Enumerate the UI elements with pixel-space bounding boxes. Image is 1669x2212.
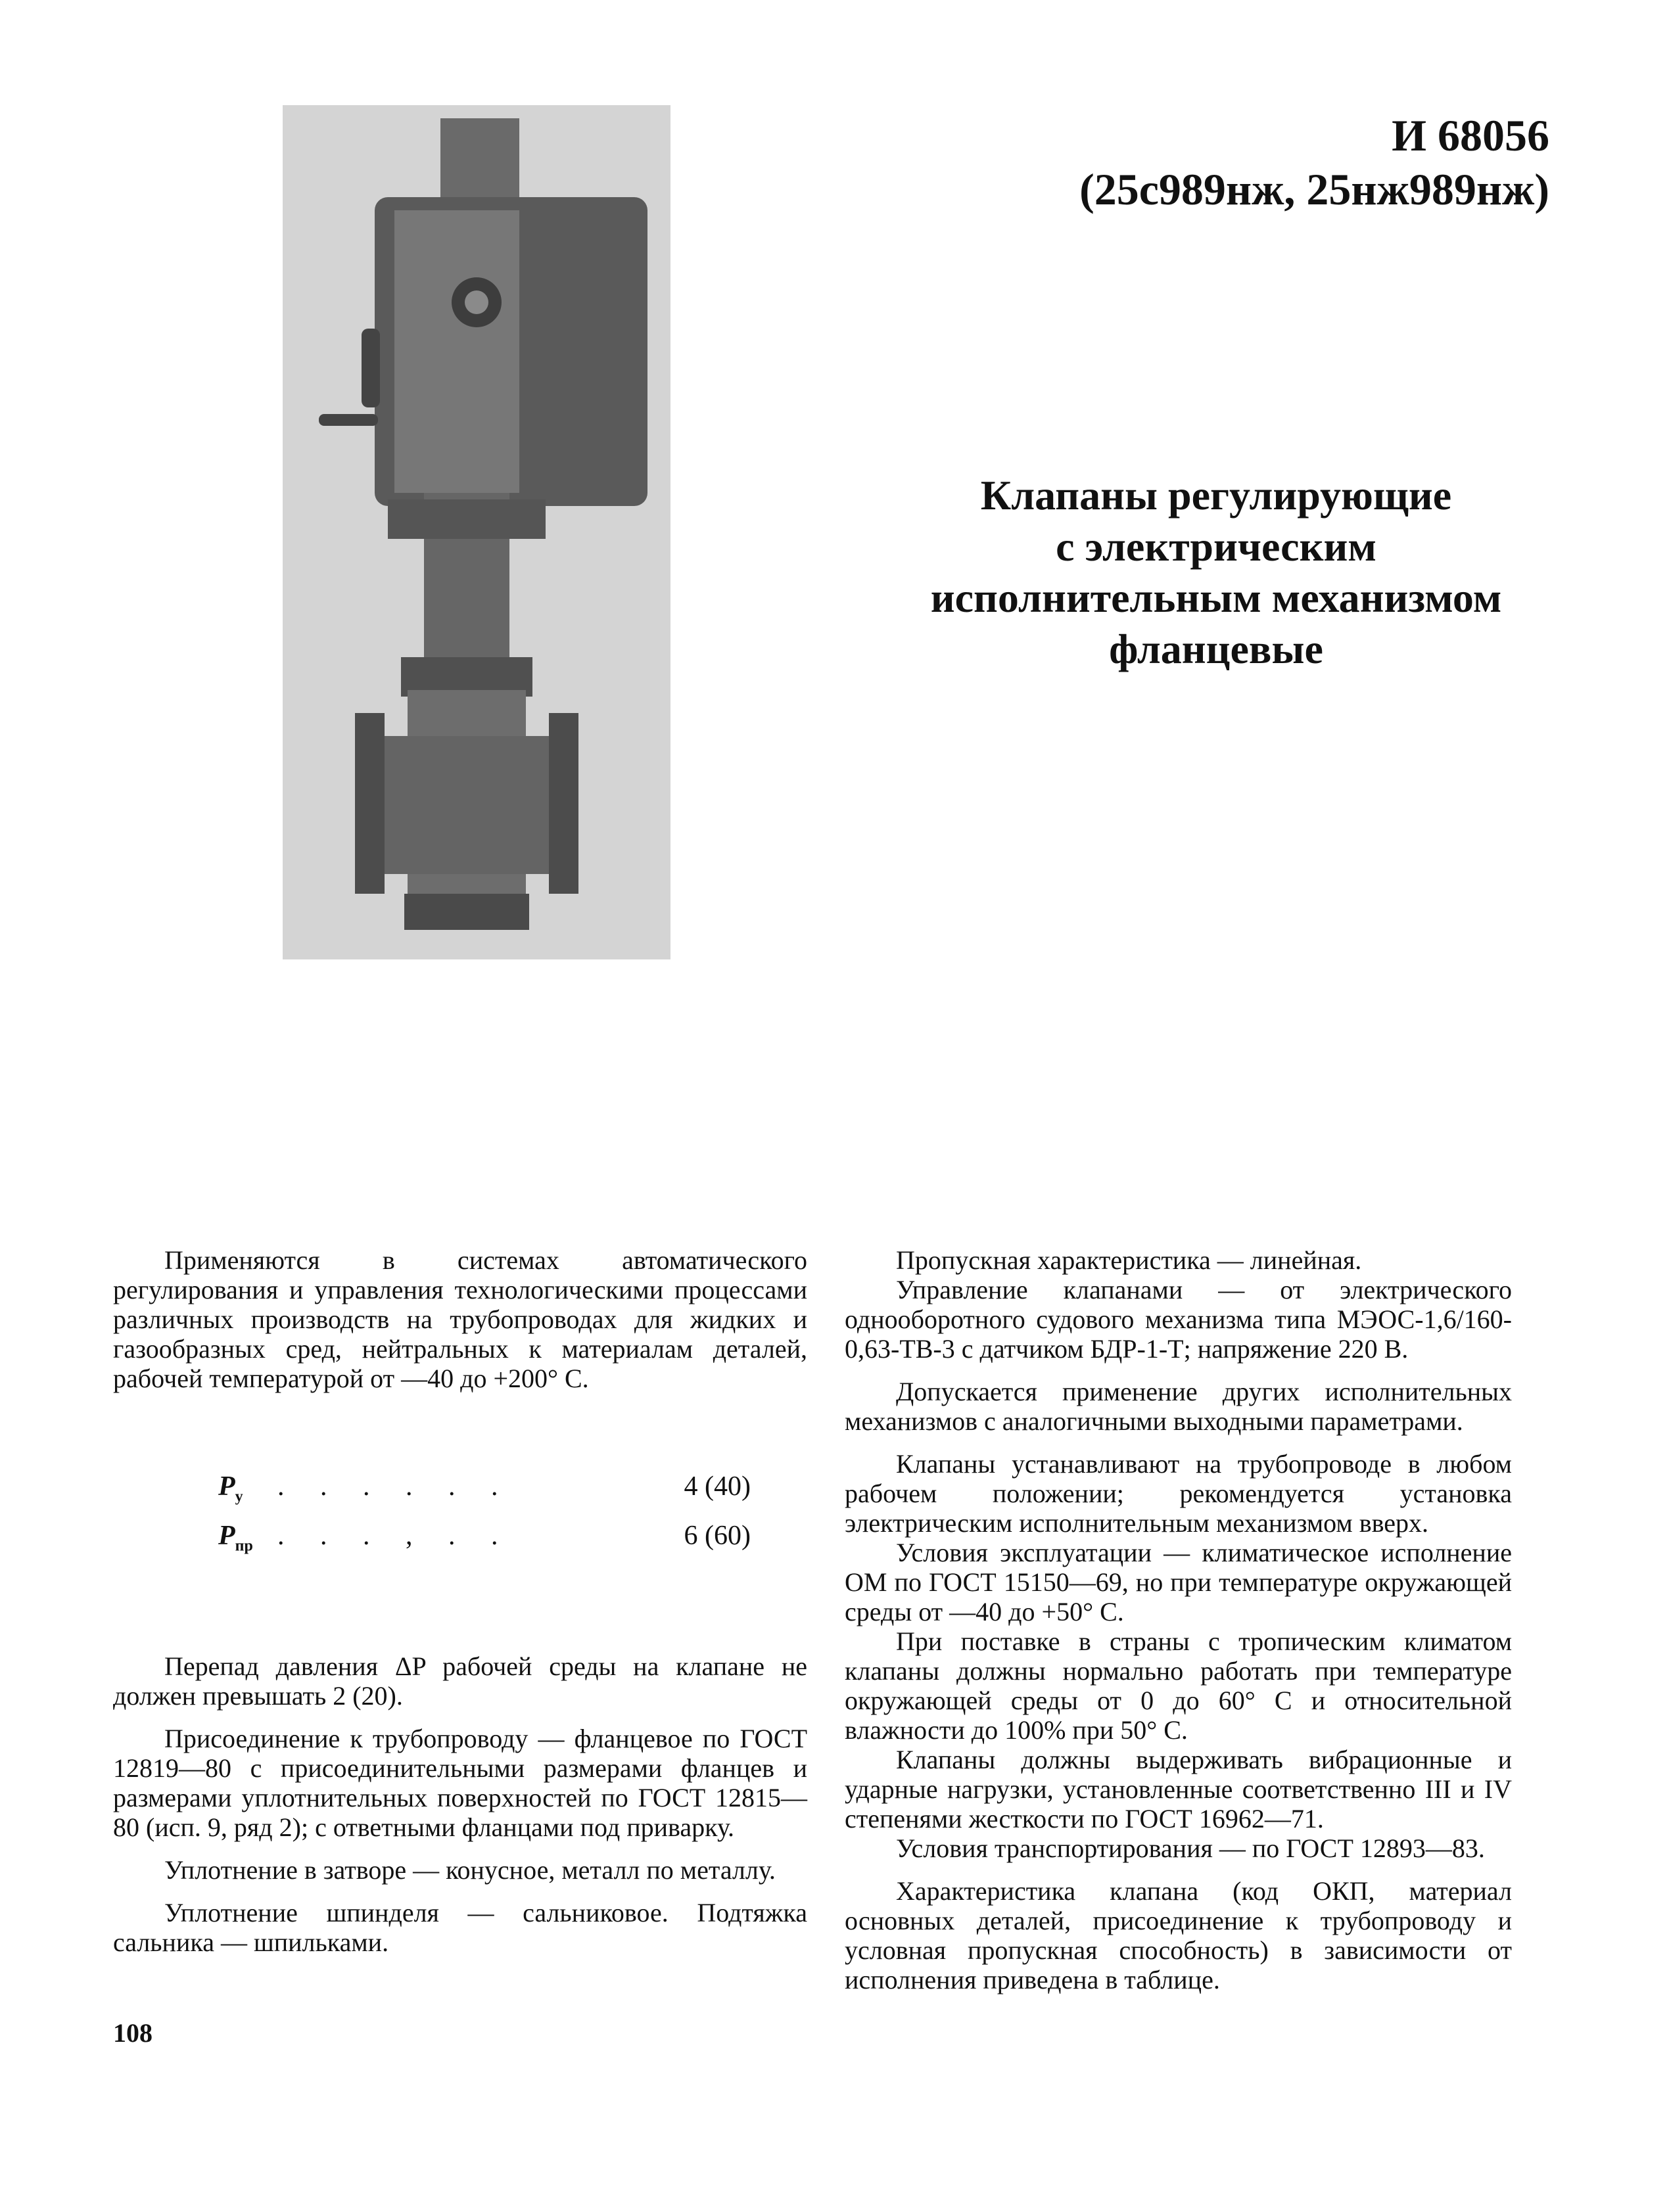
- right-paragraph: Условия эксплуатации — климатическое исполнение ОМ по ГОСТ 15150—69, но при температуре окружающей среды от —40 до +50° С.: [845, 1538, 1512, 1626]
- param-symbol: $P_у$: [218, 1471, 243, 1506]
- param-row-test: [218, 1516, 751, 1565]
- connection-paragraph: Присоединение к трубопроводу — фланцевое по ГОСТ 12819—80 с присоединительными размерами фланцев и размерами уплотнительных поверхностей по ГОСТ 12815—80 (исп. 9, ряд 2); с ответными фланцами под приварку.: [113, 1723, 807, 1842]
- product-variants: (25с989нж, 25нж989нж): [1079, 164, 1549, 214]
- param-value: 6 (60): [684, 1521, 751, 1552]
- pressure-parameters: [218, 1467, 751, 1566]
- param-row-nominal: [218, 1467, 751, 1516]
- right-paragraph: Допускается применение других исполнительных механизмов с аналогичными выходными параметрами.: [845, 1377, 1512, 1436]
- control-valve-illustration: [283, 105, 670, 959]
- param-symbol: $P_{пр}$: [218, 1521, 253, 1555]
- right-column: [845, 1245, 1512, 1994]
- right-paragraph: Характеристика клапана (код ОКП, материал основных деталей, присоединение к трубопроводу и условная пропускная способность) в зависимости от исполнения приведена в таблице.: [845, 1876, 1512, 1994]
- title-line-4: фланцевые: [1109, 626, 1323, 672]
- seal-paragraph: Уплотнение в затворе — конусное, металл по металлу.: [164, 1855, 776, 1885]
- title-line-3: исполнительным механизмом: [930, 574, 1502, 621]
- pressure-drop-paragraph: Перепад давления ΔP рабочей среды на клапане не должен превышать 2 (20).: [113, 1651, 807, 1711]
- title-line-1: Клапаны регулирующие: [980, 472, 1452, 518]
- param-value: 4 (40): [684, 1471, 751, 1502]
- spindle-seal-paragraph: Уплотнение шпинделя — сальниковое. Подтяжка сальника — шпильками.: [113, 1897, 807, 1957]
- product-code-header: [1079, 108, 1549, 216]
- param-leader-dots: . . . . . .: [277, 1471, 513, 1502]
- right-paragraph: Управление клапанами — от электрического однооборотного судового механизма типа МЭОС-1,6/160-0,63-ТВ-3 с датчиком БДР-1-Т; напряжение 220 В.: [845, 1275, 1512, 1364]
- control-valve-photo: [283, 105, 670, 959]
- right-paragraph: При поставке в страны с тропическим климатом клапаны должны нормально работать при температуре окружающей среды от 0 до 60° С и относительной влажности до 100% при 50° С.: [845, 1626, 1512, 1745]
- intro-paragraph: Применяются в системах автоматического регулирования и управления технологическими процессами различных производств на трубопроводах для жидких и газообразных сред, нейтральных к материалам деталей, рабочей температурой от —40 до +200° С.: [113, 1245, 807, 1393]
- right-paragraph: Клапаны устанавливают на трубопроводе в любом рабочем положении; рекомендуется установка электрическим исполнительным механизмом вверх.: [845, 1449, 1512, 1538]
- page-title: [822, 470, 1610, 675]
- param-leader-dots: . . . , . .: [277, 1521, 513, 1552]
- right-paragraph: Условия транспортирования — по ГОСТ 12893—83.: [896, 1833, 1485, 1863]
- left-column: [113, 1245, 807, 1957]
- product-code: И 68056: [1392, 110, 1549, 160]
- title-line-2: с электрическим: [1056, 523, 1376, 570]
- page-number: 108: [113, 2018, 153, 2048]
- right-paragraph: Клапаны должны выдерживать вибрационные и ударные нагрузки, установленные соответственно III и IV степенями жесткости по ГОСТ 16962—71.: [845, 1745, 1512, 1833]
- right-paragraph: Пропускная характеристика — линейная.: [896, 1245, 1362, 1275]
